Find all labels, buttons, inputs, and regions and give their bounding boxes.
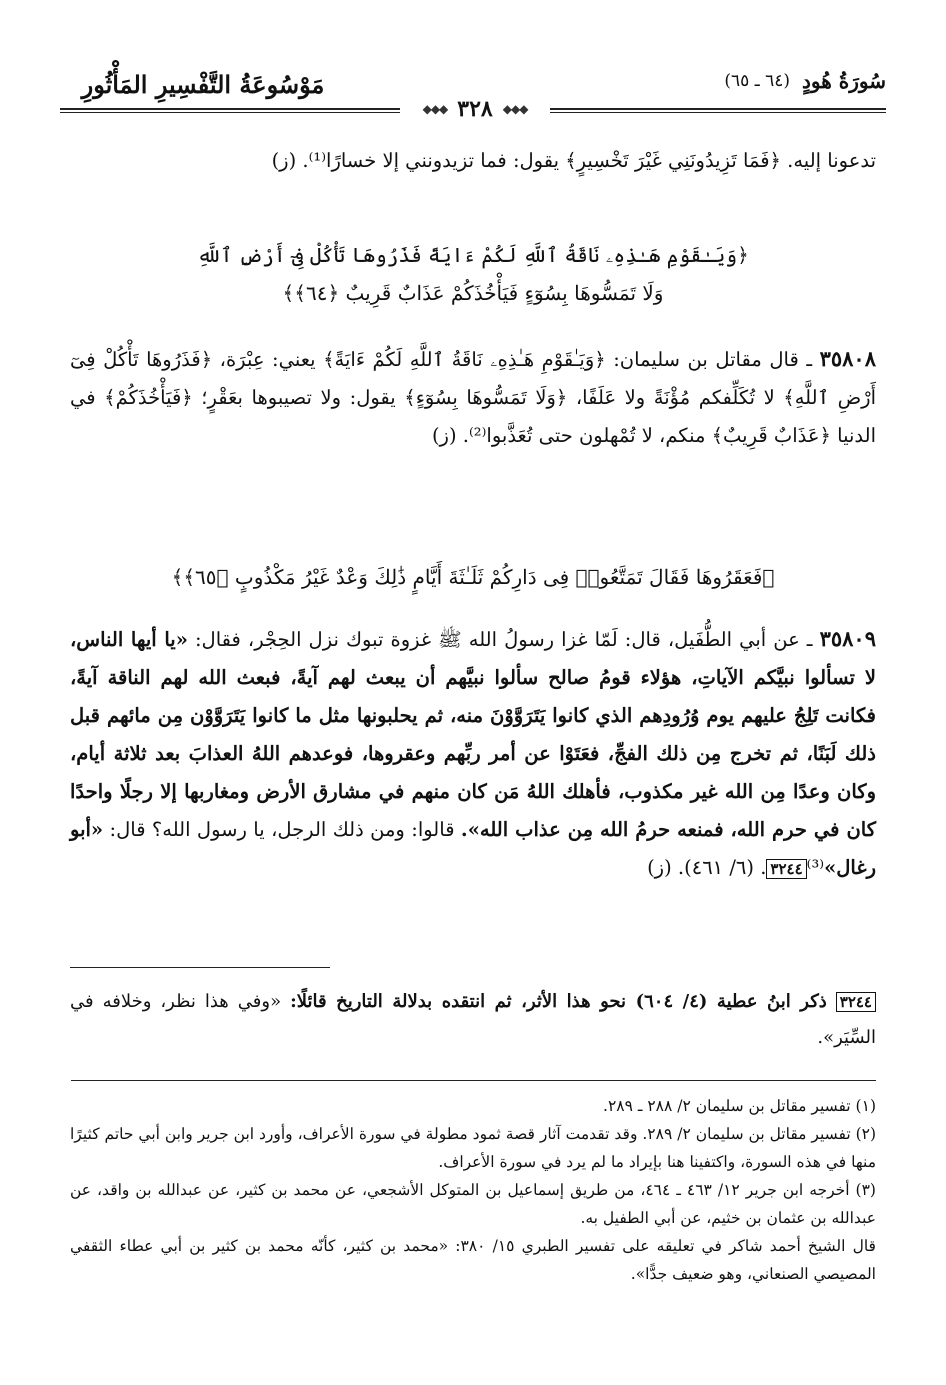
book-title-logo: مَوْسُوعَةُ التَّفْسِيرِ المَأْثُورِ bbox=[81, 69, 325, 99]
running-head bbox=[724, 66, 886, 96]
page-number: ٣٢٨ bbox=[457, 96, 493, 122]
footnote-ref: ⁽³⁾ bbox=[806, 856, 825, 879]
commentary-number-box: ٣٢٤٤ bbox=[836, 992, 876, 1012]
athar-number: ٣٥٨٠٩ bbox=[819, 626, 876, 651]
commentary-note bbox=[70, 984, 876, 1056]
footnotes-separator bbox=[71, 1080, 876, 1081]
surah-name: سُورَةُ هُودٍ bbox=[802, 69, 886, 93]
ornament-icon: ◆◆◆ bbox=[502, 102, 528, 116]
commentary-separator bbox=[70, 967, 330, 968]
hadith-text: «يا أيها الناس، لا تسألوا نبيَّكم الآياتِ، هؤلاء قومُ صالح سألوا نبيَّهم أن يبعث لهم آيةً، فبعث الله لهم الناقة آيةً، فكانت تَلِجُ عليهم يوم وُرُودِهم الذي كانوا يَتَرَوَّوْنَ منه، ثم يحلبونها مثل ما كانوا يَتَرَوَّوْن مِن مائهم قبل ذلك لَبَنًا، ثم تخرج مِن ذلك الفجِّ، فعَتَوْا عن أمر ربِّهم وعقروها، فوعدهم اللهُ العذابَ بعد ثلاثة أيام، وكان وعدًا مِن الله غير مكذوب، فأهلك اللهُ مَن كان منهم في مشارق الأرض ومغاربها إلا رجلًا واحدًا كان في حرم الله، فمنعه حرمُ الله مِن عذاب الله». bbox=[70, 628, 877, 841]
athar-35808 bbox=[70, 340, 876, 455]
verse-64-line-2: وَلَا تَمَسُّوهَا بِسُوٓءٍ فَيَأْخُذَكُمْ عَذَابٌ قَرِيبٌ ﴿٦٤﴾﴾ bbox=[282, 281, 664, 305]
verse-64-line-1: ﴿وَيَـٰقَوْمِ هَـٰذِهِۦ نَاقَةُ ٱللَّهِ لَكُمْ ءَايَةً فَذَرُوهَا تَأْكُلْ فِىٓ أَرْضِ ٱللَّهِ bbox=[197, 243, 749, 267]
commentary-bold: ذكر ابنُ عطية (٤/ ٦٠٤) نحو هذا الأثر، ثم انتقده بدلالة التاريخ قائلًا: bbox=[290, 991, 827, 1012]
ornament-icon: ◆◆◆ bbox=[422, 102, 448, 116]
footnotes bbox=[70, 1092, 876, 1288]
athar-35809 bbox=[70, 620, 876, 887]
footnote-1: (١) تفسير مقاتل بن سليمان ٢/ ٢٨٨ ـ ٢٨٩. bbox=[603, 1097, 876, 1115]
footnote-3: (٣) أخرجه ابن جرير ١٢/ ٤٦٣ ـ ٤٦٤، من طريق إسماعيل بن المتوكل الأشجعي، عن محمد بن كثير، عن عبدالله بن واقد، عن عبدالله بن عثمان بن خثيم، عن أبي الطفيل به. bbox=[70, 1181, 876, 1227]
page-number-box bbox=[400, 94, 550, 124]
ayah-range: (٦٤ ـ ٦٥) bbox=[724, 71, 791, 91]
paragraph-intro: تدعونا إليه. ﴿فَمَا تَزِيدُونَنِي غَيْرَ تَخْسِيرٍ﴾ يقول: فما تزيدونني إلا خسارًا⁽¹⁾. (ز) bbox=[271, 149, 876, 172]
athar-text: ـ قال مقاتل بن سليمان: ﴿وَيَـٰقَوْمِ هَـٰذِهِۦ نَاقَةُ ٱللَّهِ لَكُمْ ءَايَةً﴾ يعني: عِبْرَة، ﴿فَذَرُوهَا تَأْكُلْ فِىٓ أَرْضِ ٱللَّهِ﴾ لا تُكَلِّفكم مُؤْنَةً ولا عَلَفًا، ﴿وَلَا تَمَسُّوهَا بِسُوٓءٍ﴾ يقول: ولا تصيبوها بعَقْرٍ؛ ﴿فَيَأْخُذَكُمْ﴾ في الدنيا ﴿عَذَابٌ قَرِيبٌ﴾ منكم، لا تُمْهلون حتى تُعَذَّبوا⁽²⁾. (ز) bbox=[70, 348, 876, 447]
athar-number: ٣٥٨٠٨ bbox=[819, 346, 876, 371]
athar-source: . (٦/ ٤٦١). (ز) bbox=[647, 856, 767, 879]
commentary-quote: «وفي هذا نظر، وخلافه في السِّيَر». bbox=[70, 991, 876, 1048]
footnote-3-continued: قال الشيخ أحمد شاكر في تعليقه على تفسير الطبري ١٥/ ٣٨٠: «محمد بن كثير، كأنّه محمد بن كثير بن أبي عطاء الثقفي المصيصي الصنعاني، وهو ضعيف جدًّا». bbox=[70, 1237, 876, 1283]
commentary-ref-box: ٣٢٤٤ bbox=[766, 859, 806, 879]
athar-question: قالوا: ومن ذلك الرجل، يا رسول الله؟ قال: bbox=[109, 818, 455, 841]
athar-intro: ـ عن أبي الطُّفَيل، قال: لَمّا غزا رسولُ الله ﷺ غزوة تبوك نزل الحِجْر، فقال: bbox=[194, 628, 813, 651]
verse-64 bbox=[80, 236, 866, 312]
footnote-2: (٢) تفسير مقاتل بن سليمان ٢/ ٢٨٩. وقد تقدمت آثار قصة ثمود مطولة في سورة الأعراف، وأورد ابن جرير وابن أبي حاتم كثيرًا منها في هذه السورة، واكتفينا هنا بإيراد ما لم يرد في سورة الأعراف. bbox=[70, 1125, 877, 1171]
hadith-answer: «أبو رغال» bbox=[70, 818, 876, 879]
verse-65: ﴿فَعَقَرُوهَا فَقَالَ تَمَتَّعُوا۟ فِى دَارِكُمْ ثَلَـٰثَةَ أَيَّامٍ ذَٰلِكَ وَعْدٌ غَيْرُ مَكْذُوبٍ ﴿٦٥﴾﴾ bbox=[171, 565, 775, 589]
